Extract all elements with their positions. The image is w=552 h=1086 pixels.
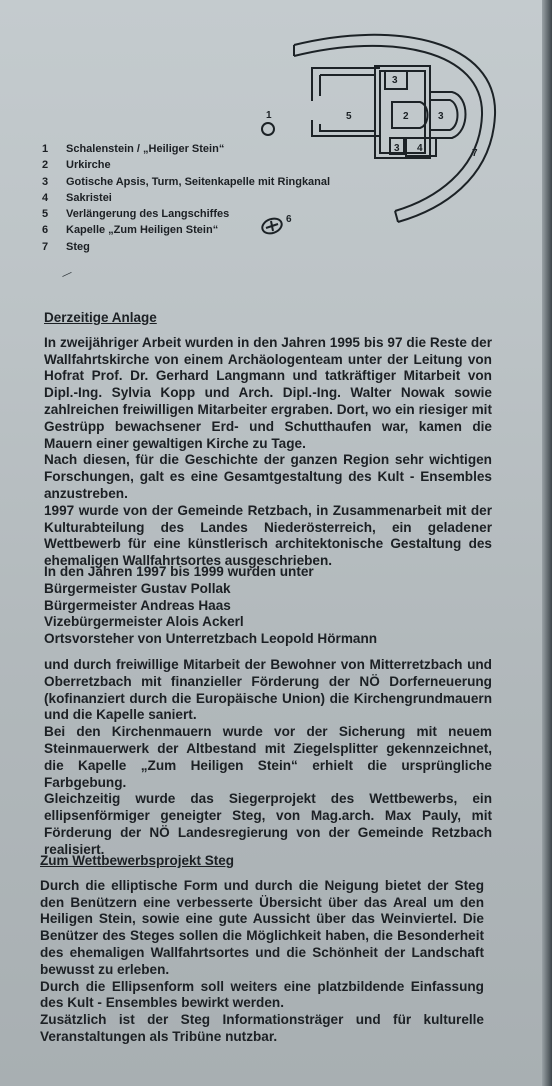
paragraph: In den Jahren 1997 bis 1999 wurden unter — [44, 564, 314, 579]
legend-item: 6 Kapelle „Zum Heiligen Stein“ — [42, 224, 219, 237]
paragraph: Bei den Kirchenmauern wurde vor der Sicherung mit neuem Steinmauerwerk der Altbestand mit Ziegelsplitter gekennzeichnet, die Kapelle „Zum Heiligen Stein“ erhielt die ursprüngliche Farbgebung. — [44, 724, 492, 790]
section-mayors — [44, 564, 492, 648]
legend-item: 3 Gotische Apsis, Turm, Seitenkapelle mit Ringkanal — [42, 175, 331, 188]
paragraph: Nach diesen, für die Geschichte der ganzen Region sehr wichtigen Forschungen, galt es eine Gesamtgestaltung des Kult - Ensembles anzustreben. — [44, 452, 492, 501]
plan-label-3b: 3 — [438, 111, 444, 122]
plan-label-4: 4 — [417, 143, 423, 154]
paragraph: Ortsvorsteher von Unterretzbach Leopold Hörmann — [44, 631, 378, 647]
section-heading: Zum Wettbewerbsprojekt Steg — [40, 853, 235, 868]
section-heading: Derzeitige Anlage — [44, 310, 157, 325]
nave-extension-outline — [312, 68, 380, 136]
paragraph: und durch freiwillige Mitarbeit der Bewohner von Mitterretzbach und Oberretzbach mit finanzieller Förderung der NÖ Dorferneuerung (kofinanziert durch die Europäische Union) die Kirchengrundmauern und die Kapelle saniert. — [44, 657, 492, 723]
paragraph: Bürgermeister Gustav Pollak — [44, 580, 231, 596]
stray-mark: — — [60, 267, 74, 282]
paragraph: Gleichzeitig wurde das Siegerprojekt des Wettbewerbs, ein ellipsenförmiger geneigter Steg, von Mag.arch. Max Pauly, mit Förderung der NÖ Landesregierung von der Gemeinde Retzbach realisiert. — [44, 791, 492, 857]
paragraph: 1997 wurde von der Gemeinde Retzbach, in Zusammenarbeit mit der Kulturabteilung des Landes Niederösterreich, ein geladener Wettbewerb für eine künstlerisch architektonische Gestaltung des ehemaligen Wallfahrtsortes ausgeschrieben. — [44, 502, 492, 569]
plan-label-5: 5 — [346, 111, 352, 122]
plan-legend — [42, 141, 330, 255]
legend-item: 2 Urkirche — [42, 159, 111, 172]
legend-item: 4 Sakristei — [42, 191, 112, 204]
paragraph: Durch die Ellipsenform soll weiters eine platzbildende Einfassung des Kult - Ensembles bewirkt werden. — [40, 978, 484, 1011]
urkirche-outline — [392, 102, 428, 128]
section-derzeitige-anlage — [44, 310, 492, 570]
plan-label-1: 1 — [266, 110, 272, 121]
paragraph: Durch die elliptische Form und durch die Neigung bietet der Steg den Benützern eine verbesserte Übersicht über das Areal um den Heiligen Stein, sowie eine gute Aussicht über das Weinviertel. Die Benützer des Steges sollen die Möglichkeit haben, die Besonderheit des ehemaligen Wallfahrtsortes und die Schönheit der Landschaft bewusst zu erleben. — [40, 877, 484, 977]
legend-item: 5 Verlängerung des Langschiffes — [42, 208, 230, 221]
paragraph: In zweijähriger Arbeit wurden in den Jahren 1995 bis 97 die Reste der Wallfahrtskirche von einem Archäologenteam unter der Leitung von Hofrat Prof. Dr. Gerhard Langmann und tatkräftiger Mitarbeit von Dipl.-Ing. Sylvia Kopp und Arch. Dipl.-Ing. Walter Nowak sowie zahlreichen freiwilligen Mitarbeiter ergraben. Dort, wo ein riesiger mit Gestrüpp bewachsener Erd- und Schutthaufen war, kamen die Mauern einer gewaltigen Kirche zu Tage. — [44, 334, 492, 451]
plan-label-6: 6 — [286, 214, 292, 225]
plan-label-3c: 3 — [394, 143, 400, 154]
section-sanierung — [44, 657, 492, 859]
paragraph: Vizebürgermeister Alois Ackerl — [44, 614, 244, 630]
paragraph: Bürgermeister Andreas Haas — [44, 597, 231, 613]
section-wettbewerbsprojekt — [40, 853, 484, 1046]
schalenstein-symbol — [262, 123, 274, 135]
apse-outline — [430, 92, 466, 138]
legend-item: 7 Steg — [42, 240, 90, 253]
plan-label-2: 2 — [403, 111, 409, 122]
legend-item: 1 Schalenstein / „Heiliger Stein“ — [42, 143, 225, 155]
plan-label-7: 7 — [472, 148, 478, 159]
paragraph: Zusätzlich ist der Steg Informationsträger und für kulturelle Veranstaltungen als Tribüne nutzbar. — [40, 1012, 484, 1044]
plan-label-3a: 3 — [392, 75, 398, 86]
